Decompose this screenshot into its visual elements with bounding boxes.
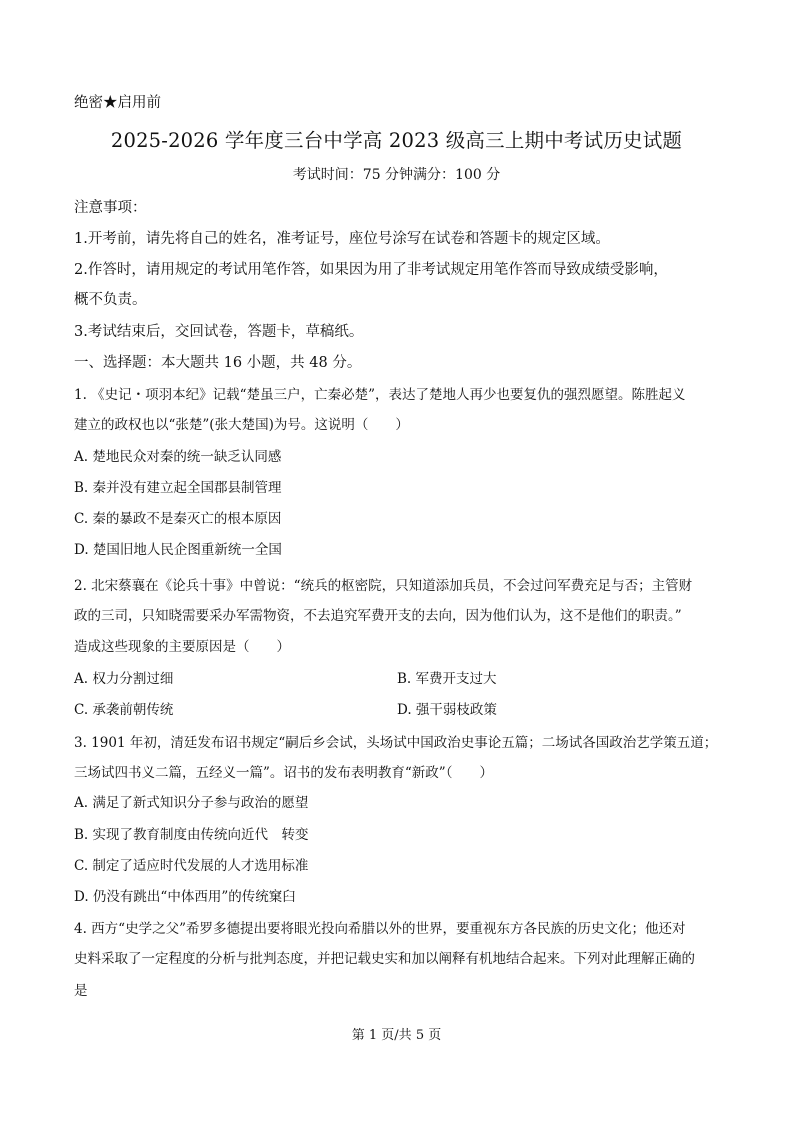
question-3-option-b: B. 实现了教育制度由传统向近代 转变 xyxy=(74,827,309,843)
notice-item: 2.作答时，请用规定的考试用笔作答，如果因为用了非考试规定用笔作答而导致成绩受影响， xyxy=(74,262,668,278)
question-3-text: 3. 1901 年初，清廷发布诏书规定“嗣后乡会试，头场试中国政治史事论五篇；二场试各国政治艺学策五道； xyxy=(74,735,718,751)
notice-heading: 注意事项： xyxy=(74,200,147,216)
question-2-text: 2. 北宋蔡襄在《论兵十事》中曾说：“统兵的枢密院，只知道添加兵员，不会过问军费充足与否；主管财 xyxy=(74,578,693,594)
question-2-text: 政的三司，只知晓需要采办军需物资，不去追究军费开支的去向，因为他们认为，这不是他们的职责。” xyxy=(74,608,682,624)
question-4-text: 史料采取了一定程度的分析与批判态度，并把记载史实和加以阐释有机地结合起来。下列对此理解正确的 xyxy=(74,951,695,967)
question-1-option-b: B. 秦并没有建立起全国郡县制管理 xyxy=(74,480,282,496)
question-3-option-c: C. 制定了适应时代发展的人才选用标准 xyxy=(74,858,309,874)
question-4-text: 4. 西方“史学之父”希罗多德提出要将眼光投向希腊以外的世界，要重视东方各民族的历史文化；他还对 xyxy=(74,921,686,937)
question-4-text: 是 xyxy=(74,983,88,999)
exam-info: 考试时间：75 分钟满分：100 分 xyxy=(292,167,501,183)
page-number: 第 1 页/共 5 页 xyxy=(351,1028,442,1043)
question-2-options-row xyxy=(74,669,719,689)
question-3-option-d: D. 仍没有跳出“中体西用”的传统窠臼 xyxy=(74,889,296,905)
question-2-text: 造成这些现象的主要原因是（ ） xyxy=(74,639,290,655)
question-2-option-a: A. 权力分割过细 xyxy=(74,671,174,687)
question-1-option-d: D. 楚国旧地人民企图重新统一全国 xyxy=(74,542,282,558)
notice-item: 概不负责。 xyxy=(74,292,147,308)
question-2-option-c: C. 承袭前朝传统 xyxy=(74,702,174,718)
page-title: 2025-2026 学年度三台中学高 2023 级高三上期中考试历史试题 xyxy=(110,129,683,152)
question-1-option-a: A. 楚地民众对秦的统一缺乏认同感 xyxy=(74,449,282,465)
notice-item: 3.考试结束后，交回试卷，答题卡，草稿纸。 xyxy=(74,324,364,340)
question-2-options-row xyxy=(74,700,719,720)
question-1-text: 1. 《史记・项羽本纪》记载“楚虽三户，亡秦必楚”，表达了楚地人再少也要复仇的强烈愿望。陈胜起义 xyxy=(74,387,686,403)
question-3-text: 三场试四书义二篇，五经义一篇”。诏书的发布表明教育“新政”（ ） xyxy=(74,765,493,781)
question-2-option-b: B. 军费开支过大 xyxy=(397,671,497,687)
question-1-option-c: C. 秦的暴政不是秦灭亡的根本原因 xyxy=(74,511,282,527)
notice-item: 1.开考前，请先将自己的姓名，准考证号，座位号涂写在试卷和答题卡的规定区域。 xyxy=(74,231,610,247)
section-heading: 一、选择题：本大题共 16 小题，共 48 分。 xyxy=(74,355,362,371)
question-2-option-d: D. 强干弱枝政策 xyxy=(397,702,497,718)
question-1-text: 建立的政权也以“张楚”(张大楚国)为号。这说明（ ） xyxy=(74,417,409,433)
question-3-option-a: A. 满足了新式知识分子参与政治的愿望 xyxy=(74,795,309,811)
secret-label: 绝密★启用前 xyxy=(74,95,161,111)
